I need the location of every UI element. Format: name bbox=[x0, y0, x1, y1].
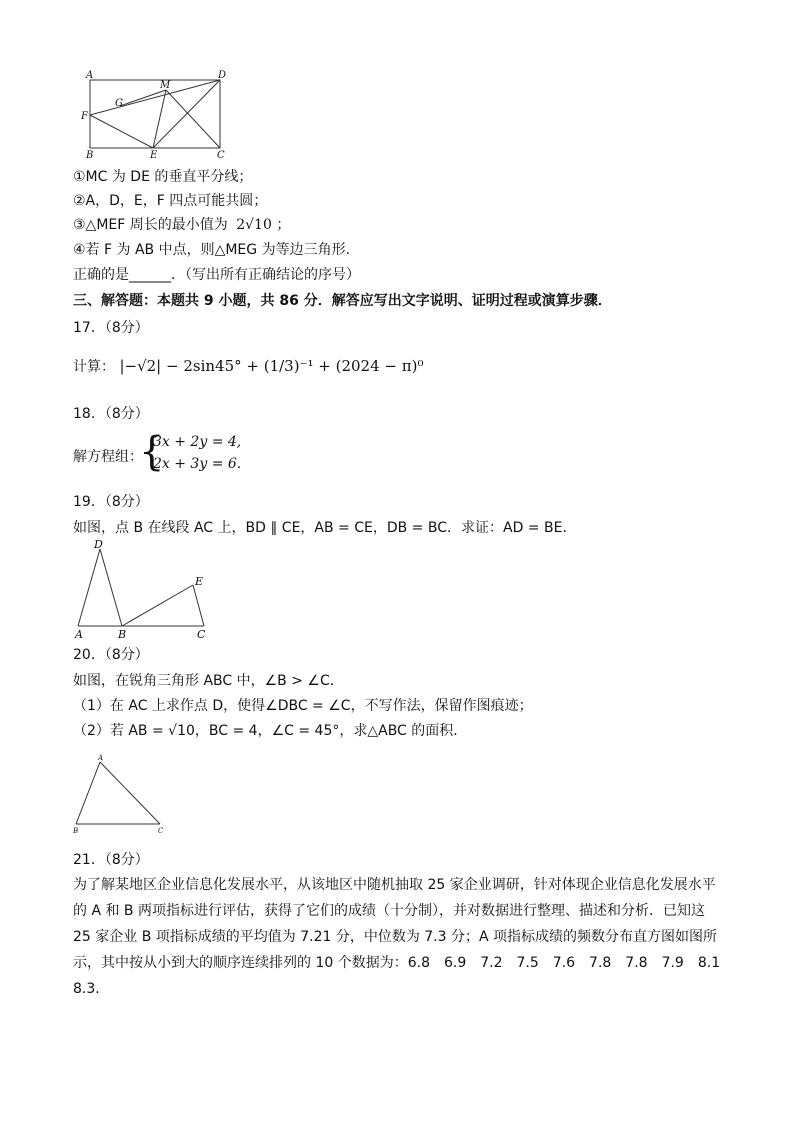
q20-label-B: B bbox=[73, 827, 79, 835]
q17-expression: |−√2| − 2sin45° + (1/3)⁻¹ + (2024 − π)⁰ bbox=[119, 357, 424, 375]
q20-label-C: C bbox=[158, 827, 164, 835]
label-G: G bbox=[115, 98, 123, 109]
q19-label-C: C bbox=[197, 628, 206, 641]
q19-label-E: E bbox=[195, 575, 204, 588]
q20-number: 20．（8分） bbox=[73, 647, 149, 663]
statement-4: ④若 F 为 AB 中点，则△MEG 为等边三角形． bbox=[73, 242, 360, 258]
q17-body bbox=[73, 356, 423, 377]
rectangle-figure bbox=[78, 68, 238, 160]
q17-number: 17．（8分） bbox=[73, 320, 149, 336]
q18-number: 18．（8分） bbox=[73, 406, 149, 422]
label-B: B bbox=[86, 150, 94, 160]
q19-text: 如图，点 B 在线段 AC 上，BD ∥ CE，AB = CE，DB = BC．求证：AD = BE． bbox=[73, 520, 577, 536]
statement-2: ②A，D，E，F 四点可能共圆； bbox=[73, 193, 268, 209]
label-A: A bbox=[86, 70, 94, 81]
q18-eq1: 3x + 2y = 4, bbox=[153, 434, 242, 450]
q19-label-A: A bbox=[75, 628, 83, 641]
q18-prefix: 解方程组： bbox=[73, 449, 143, 465]
q19-number: 19．（8分） bbox=[73, 494, 149, 510]
statement-3-text: ③△MEF 周长的最小值为 bbox=[73, 217, 228, 233]
label-C: C bbox=[217, 150, 225, 160]
label-E: E bbox=[150, 150, 158, 160]
q20-part1: （1）在 AC 上求作点 D，使得∠DBC = ∠C，不写作法，保留作图痕迹； bbox=[73, 698, 533, 714]
answer-prompt: 正确的是______．（写出所有正确结论的序号） bbox=[73, 267, 360, 283]
label-D: D bbox=[218, 70, 227, 81]
statement-1: ①MC 为 DE 的垂直平分线； bbox=[73, 169, 253, 185]
statement-3 bbox=[73, 215, 290, 235]
q20-part2: （2）若 AB = √10，BC = 4，∠C = 45°，求△ABC 的面积． bbox=[73, 723, 468, 739]
q20-label-A: A bbox=[98, 754, 104, 762]
section-heading: 三、解答题：本题共 9 小题，共 86 分．解答应写出文字说明、证明过程或演算步骤． bbox=[73, 293, 612, 309]
label-F: F bbox=[81, 111, 88, 122]
q17-prefix: 计算： bbox=[73, 359, 115, 375]
q19-label-D: D bbox=[94, 538, 103, 551]
q21-text: 为了解某地区企业信息化发展水平，从该地区中随机抽取 25 家企业调研，针对体现企业信息化发展水平的 A 和 B 两项指标进行评估，获得了它们的成绩（十分制），并对数据进行整理、描述和分析．已知这 25 家企业 B 项指标成绩的平均值为 7.21 分，中位数为 7.3 分；A 项指标成绩的频数分布直方图如图所示，其中按从小到大的顺序连续排列的 10 个数据为：6.8 6.9 7.2 7.5 7.6 7.8 7.8 7.9 8.1 8.3． bbox=[73, 877, 735, 997]
q20-figure bbox=[70, 752, 170, 836]
q18-eq2: 2x + 3y = 6. bbox=[153, 456, 242, 472]
q19-label-B: B bbox=[118, 628, 127, 641]
brace-icon: { bbox=[139, 429, 165, 475]
q20-text: 如图，在锐角三角形 ABC 中，∠B > ∠C． bbox=[73, 673, 344, 689]
label-M: M bbox=[160, 80, 171, 91]
q19-figure bbox=[70, 538, 220, 642]
statement-3-value: 2√10 bbox=[236, 217, 272, 233]
statement-3-end: ； bbox=[276, 217, 291, 233]
q21-number: 21．（8分） bbox=[73, 852, 149, 868]
